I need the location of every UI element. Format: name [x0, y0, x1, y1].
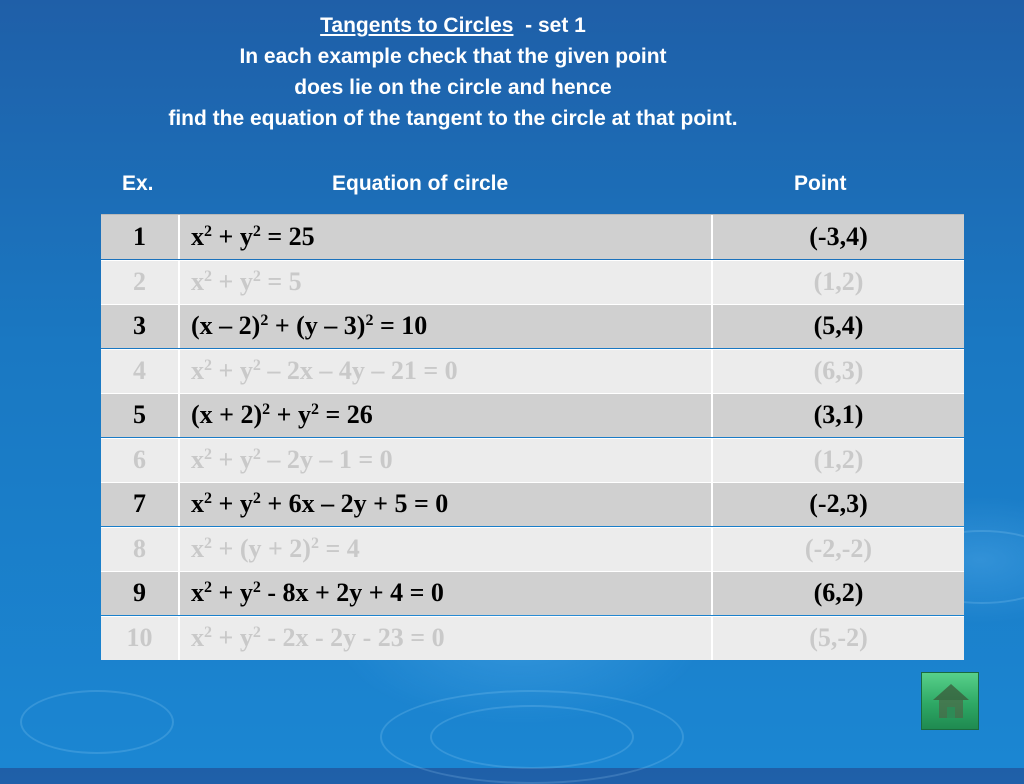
circle-equation: $x^2 + y^2 + 6x - 2y + 5 = 0$	[180, 482, 713, 526]
point-coordinates: (5,-2)	[809, 622, 868, 652]
examples-table	[101, 214, 964, 660]
row-divider	[101, 304, 964, 305]
circle-equation: $x^2 + y^2 - 2y - 1 = 0$	[180, 438, 713, 482]
row-divider	[101, 260, 964, 261]
point-coordinates: (1,2)	[813, 444, 864, 474]
example-number: 10	[101, 616, 180, 660]
example-number: 8	[101, 527, 180, 571]
table-row	[101, 527, 964, 571]
row-divider	[101, 393, 964, 394]
row-divider	[101, 438, 964, 439]
title-line	[0, 10, 906, 41]
circle-equation: $x^2 + y^2 - 2x - 4y - 21 = 0$	[180, 349, 713, 393]
table-row	[101, 571, 964, 615]
table-row	[101, 393, 964, 437]
point-coordinates: (-2,-2)	[804, 533, 873, 563]
point-coordinates: (-2,3)	[809, 489, 868, 518]
circle-equation: $x^2 + y^2 - 2x - 2y - 23 = 0$	[180, 616, 713, 660]
title-suffix: - set 1	[525, 14, 586, 37]
column-header-equation: Equation of circle	[332, 172, 509, 195]
example-number: 6	[101, 438, 180, 482]
column-header-point: Point	[794, 172, 847, 195]
table-row	[101, 438, 964, 482]
table-row	[101, 304, 964, 348]
row-divider	[101, 482, 964, 483]
slide-heading	[0, 10, 906, 134]
point-coordinates: (5,4)	[813, 311, 864, 340]
example-number: 1	[101, 215, 180, 259]
table-row	[101, 260, 964, 304]
row-divider	[101, 571, 964, 572]
example-number: 3	[101, 304, 180, 348]
table-row	[101, 616, 964, 660]
circle-equation: $(x + 2)^2 + y^2 = 26$	[180, 393, 713, 437]
instruction-line-1: In each example check that the given point	[239, 45, 667, 68]
home-icon	[931, 680, 971, 724]
example-number: 2	[101, 260, 180, 304]
row-divider	[101, 527, 964, 528]
row-divider	[101, 349, 964, 350]
table-row	[101, 215, 964, 259]
example-number: 7	[101, 482, 180, 526]
slide-title: Tangents to Circles	[320, 14, 514, 37]
row-divider	[101, 616, 964, 617]
point-coordinates: (-3,4)	[809, 222, 868, 251]
water-ripple	[20, 690, 174, 754]
home-button[interactable]	[921, 672, 979, 730]
circle-equation: $x^2 + y^2 = 5$	[180, 260, 713, 304]
table-row	[101, 349, 964, 393]
point-coordinates: (6,2)	[813, 578, 864, 607]
example-number: 5	[101, 393, 180, 437]
water-ripple	[430, 705, 634, 769]
circle-equation: $x^2 + y^2 = 25$	[180, 215, 713, 259]
example-number: 9	[101, 571, 180, 615]
circle-equation: (x – 2)$^2$ + (y – 3)$^2$ = 10	[180, 304, 713, 348]
table-row	[101, 482, 964, 526]
point-coordinates: (1,2)	[813, 266, 864, 296]
instruction-line-3: find the equation of the tangent to the circle at that point.	[168, 107, 738, 130]
example-number: 4	[101, 349, 180, 393]
circle-equation: $x^2 + (y + 2)^2 = 4$	[180, 527, 713, 571]
column-header-ex: Ex.	[122, 172, 154, 195]
circle-equation: $x^2 + y^2 - 8x + 2y + 4 = 0$	[180, 571, 713, 615]
point-coordinates: (3,1)	[813, 400, 864, 429]
point-coordinates: (6,3)	[813, 355, 864, 385]
instruction-line-2: does lie on the circle and hence	[294, 76, 612, 99]
